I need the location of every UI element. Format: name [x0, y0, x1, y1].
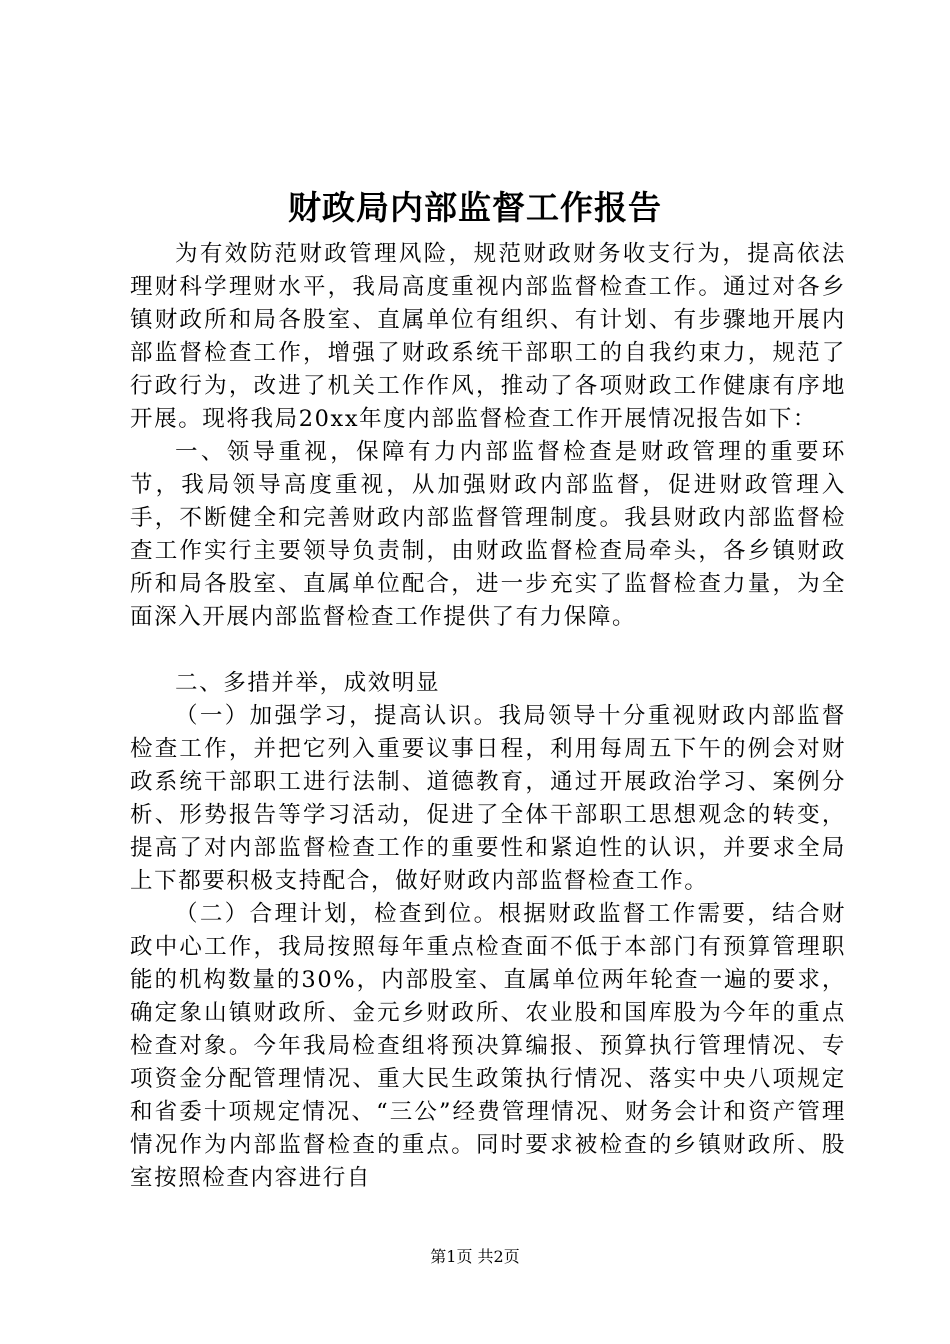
paragraph-section-2-item-1: （一）加强学习，提高认识。我局领导十分重视财政内部监督检查工作，并把它列入重要议事日程，利用每周五下午的例会对财政系统干部职工进行法制、道德教育，通过开展政治学习、案例分析、形势报告等学习活动，促进了全体干部职工思想观念的转变，提高了对内部监督检查工作的重要性和紧迫性的认识，并要求全局上下都要积极支持配合，做好财政内部监督检查工作。	[130, 703, 846, 894]
paragraph-intro: 为有效防范财政管理风险，规范财政财务收支行为，提高依法理财科学理财水平，我局高度重视内部监督检查工作。通过对各乡镇财政所和局各股室、直属单位有组织、有计划、有步骤地开展内部监督检查工作，增强了财政系统干部职工的自我约束力，规范了行政行为，改进了机关工作作风，推动了各项财政工作健康有序地开展。现将我局20xx年度内部监督检查工作开展情况报告如下：	[130, 241, 846, 432]
document-body	[130, 238, 846, 1195]
document-title: 财政局内部监督工作报告	[288, 188, 662, 227]
page-footer: 第1页 共2页	[430, 1247, 520, 1266]
paragraph-section-2-heading: 二、多措并举，成效明显	[175, 670, 441, 696]
paragraph-section-2-item-2: （二）合理计划，检查到位。根据财政监督工作需要，结合财政中心工作，我局按照每年重点检查面不低于本部门有预算管理职能的机构数量的30%，内部股室、直属单位两年轮查一遍的要求，确定象山镇财政所、金元乡财政所、农业股和国库股为今年的重点检查对象。今年我局检查组将预决算编报、预算执行管理情况、专项资金分配管理情况、重大民生政策执行情况、落实中央八项规定和省委十项规定情况、“三公”经费管理情况、财务会计和资产管理情况作为内部监督检查的重点。同时要求被检查的乡镇财政所、股室按照检查内容进行自	[130, 901, 846, 1191]
paragraph-section-1: 一、领导重视，保障有力内部监督检查是财政管理的重要环节，我局领导高度重视，从加强财政内部监督，促进财政管理入手，不断健全和完善财政内部监督管理制度。我县财政内部监督检查工作实行主要领导负责制，由财政监督检查局牵头，各乡镇财政所和局各股室、直属单位配合，进一步充实了监督检查力量，为全面深入开展内部监督检查工作提供了有力保障。	[130, 439, 846, 630]
